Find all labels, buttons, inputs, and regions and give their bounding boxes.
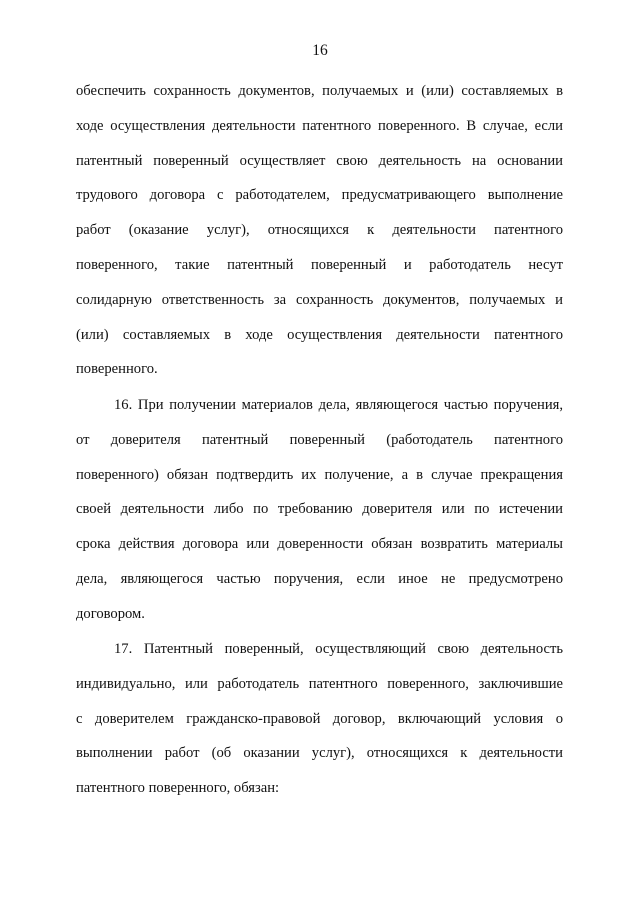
paragraph-17 xyxy=(76,640,563,814)
text-line: патентного поверенного, обязан: xyxy=(76,780,280,797)
page-number: 16 xyxy=(312,42,328,59)
paragraph-16 xyxy=(76,396,563,640)
text-line: (или) составляемых в ходе осуществления деятельности патентного xyxy=(76,326,563,343)
text-line: дела, являющегося частью поручения, если иное не предусмотрено xyxy=(76,570,563,587)
text-line: своей деятельности либо по требованию доверителя или по истечении xyxy=(76,501,563,518)
text-line: договором. xyxy=(76,605,145,622)
text-line: от доверителя патентный поверенный (работодатель патентного xyxy=(76,431,563,448)
text-line: выполнении работ (об оказании услуг), относящихся к деятельности xyxy=(76,745,563,762)
text-line: поверенного, такие патентный поверенный и работодатель несут xyxy=(76,256,563,273)
text-line: срока действия договора или доверенности обязан возвратить материалы xyxy=(76,536,563,553)
text-line: с доверителем гражданско-правовой договор, включающий условия о xyxy=(76,710,563,727)
text-line: трудового договора с работодателем, предусматривающего выполнение xyxy=(76,187,563,204)
text-line: патентный поверенный осуществляет свою деятельность на основании xyxy=(76,152,563,169)
text-line: ходе осуществления деятельности патентного поверенного. В случае, если xyxy=(76,117,563,134)
paragraph-continuation xyxy=(76,82,563,395)
text-line: 16. При получении материалов дела, являющегося частью поручения, xyxy=(114,397,563,413)
text-line: индивидуально, или работодатель патентного поверенного, заключившие xyxy=(76,675,563,692)
text-line: поверенного. xyxy=(76,361,158,378)
text-line: работ (оказание услуг), относящихся к деятельности патентного xyxy=(76,222,563,239)
text-line: 17. Патентный поверенный, осуществляющий свою деятельность xyxy=(114,641,563,657)
text-line: солидарную ответственность за сохранность документов, получаемых и xyxy=(76,291,563,308)
text-line: обеспечить сохранность документов, получаемых и (или) составляемых в xyxy=(76,83,563,99)
text-line: поверенного) обязан подтвердить их получение, а в случае прекращения xyxy=(76,466,563,483)
